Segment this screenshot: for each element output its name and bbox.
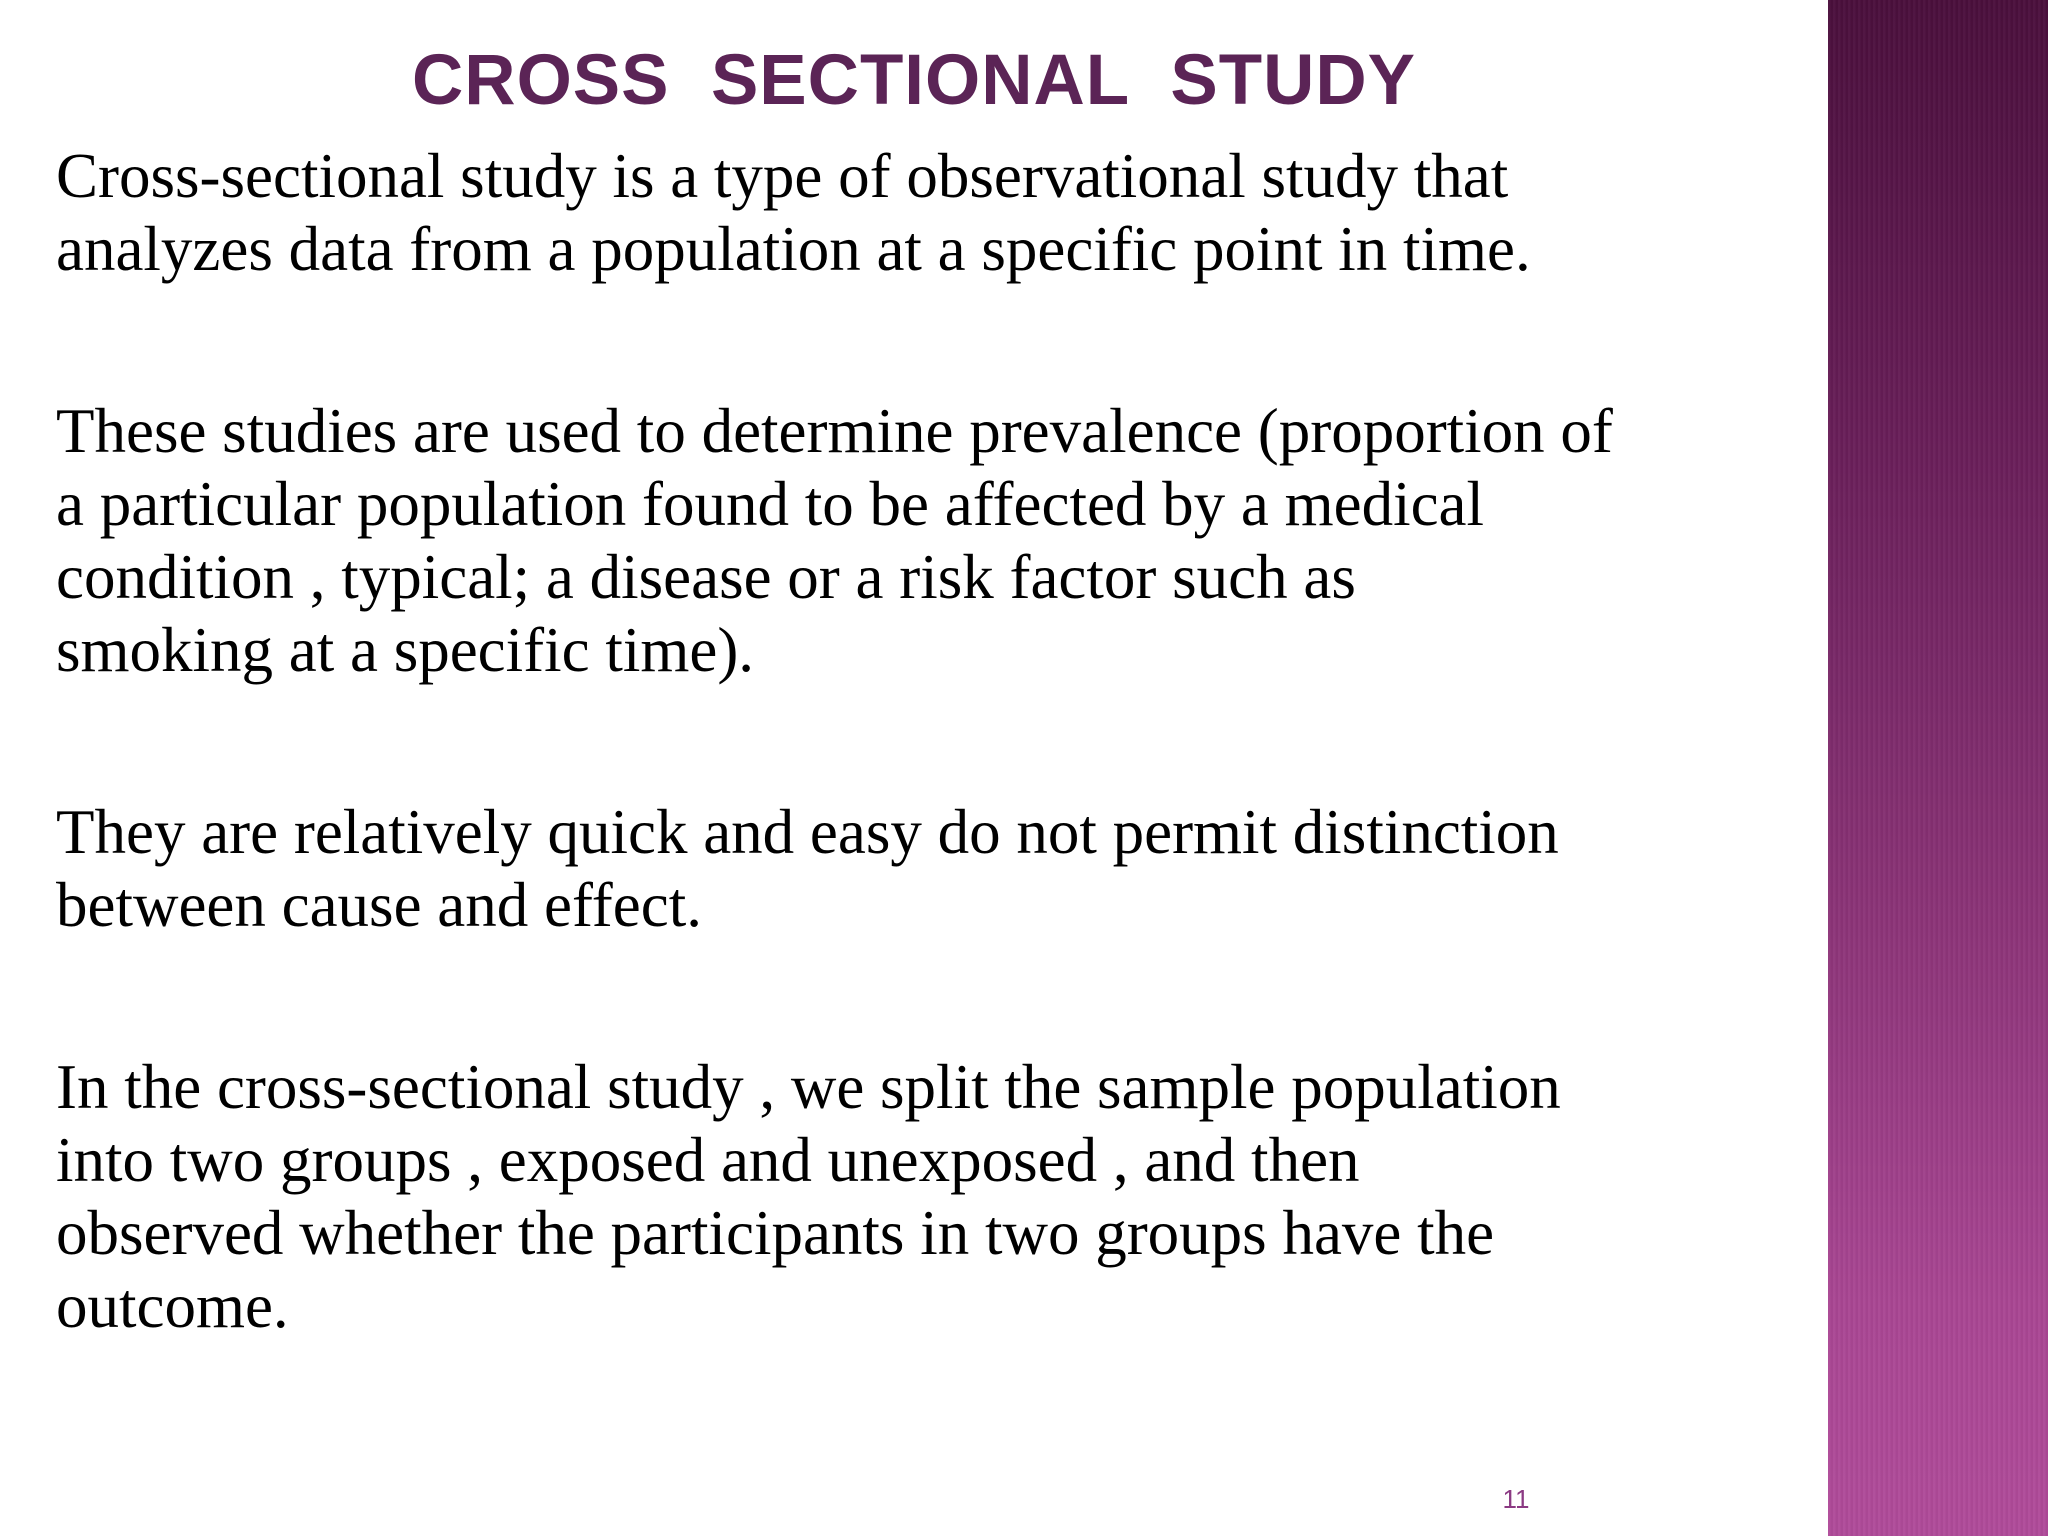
paragraph-line: between cause and effect. (56, 870, 702, 940)
slide-body (56, 140, 1756, 1343)
paragraph-definition (56, 140, 1756, 286)
paragraph-line: They are relatively quick and easy do not permit distinction (56, 797, 1559, 867)
page-number: 11 (1502, 1484, 1530, 1514)
paragraph-prevalence (56, 395, 1756, 687)
paragraph-line: analyzes data from a population at a specific point in time. (56, 214, 1531, 284)
paragraph-line: Cross-sectional study is a type of observational study that (56, 141, 1509, 211)
accent-side-band (1828, 0, 2048, 1536)
slide-title: CROSS SECTIONAL STUDY (412, 41, 1416, 120)
paragraph-line: smoking at a specific time). (56, 615, 755, 685)
paragraph-line: into two groups , exposed and unexposed , and then (56, 1125, 1360, 1195)
paragraph-line: a particular population found to be affected by a medical (56, 469, 1485, 539)
paragraph-method (56, 1051, 1756, 1343)
paragraph-line: In the cross-sectional study , we split the sample population (56, 1052, 1561, 1122)
paragraph-line: observed whether the participants in two groups have the (56, 1198, 1495, 1268)
paragraph-line: condition , typical; a disease or a risk factor such as (56, 542, 1356, 612)
paragraph-line: outcome. (56, 1271, 289, 1341)
paragraph-limitations (56, 796, 1756, 942)
paragraph-line: These studies are used to determine prevalence (proportion of (56, 396, 1613, 466)
